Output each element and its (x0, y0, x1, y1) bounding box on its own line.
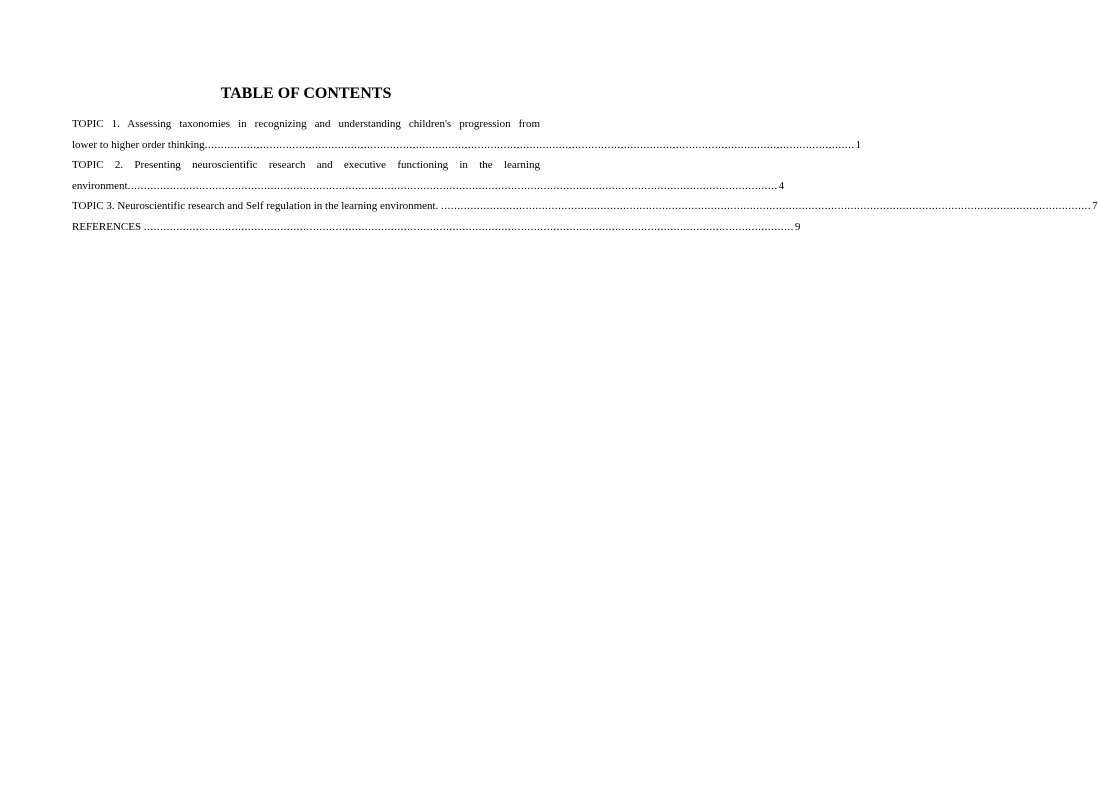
toc-entry-topic-2[interactable] (72, 155, 785, 196)
dot-leader: ........................................................................................................................................................................................................ (143, 220, 794, 233)
toc-entry-references[interactable] (72, 217, 801, 238)
toc-entry-topic-1[interactable] (72, 114, 862, 155)
toc-entry-text: environment (72, 179, 128, 192)
toc-entry-line (72, 196, 1098, 217)
toc-entry-text: lower to higher order thinking (72, 138, 205, 151)
toc-page-number: 9 (794, 220, 801, 233)
toc-entry-text: TOPIC 2. Presenting neuroscientific research and executive functioning in the learning (72, 159, 540, 172)
toc-entry-text: REFERENCES (72, 220, 144, 233)
toc-page-number: 4 (778, 179, 785, 192)
toc-entry-line (72, 217, 801, 238)
toc-entry-text: TOPIC 1. Assessing taxonomies in recognizing and understanding children's progression from (72, 118, 540, 130)
table-of-contents (72, 114, 1098, 238)
toc-entry-line (72, 176, 785, 197)
dot-leader: ........................................................................................................................................................................................................ (127, 179, 778, 192)
toc-entry-topic-3[interactable] (72, 196, 1098, 217)
dot-leader: ........................................................................................................................................................................................................ (204, 138, 855, 151)
page-title: TABLE OF CONTENTS (220, 85, 392, 102)
toc-page-number: 1 (855, 138, 862, 151)
toc-entry-line (72, 135, 862, 156)
toc-page-number: 7 (1092, 200, 1098, 213)
toc-entry-text: TOPIC 3. Neuroscientific research and Self regulation in the learning environment. (72, 200, 442, 213)
dot-leader: ........................................................................................................................................................................................................ (441, 200, 1092, 213)
